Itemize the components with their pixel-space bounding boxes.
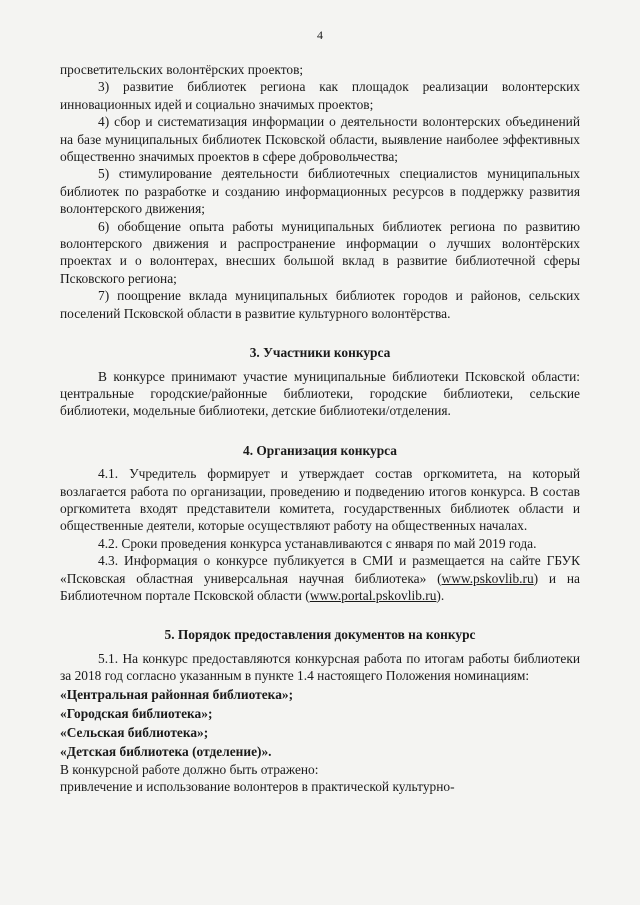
list-item-6: 6) обобщение опыта работы муниципальных библиотек региона по развитию волонтерского движения и распространение информации о лучших волонтёрских проектах и о волонтерах, внесших большой вклад в развитие библиотечной сферы Псковского региона; [60,218,580,286]
pskovlib-link[interactable]: www.pskovlib.ru [441,570,534,586]
paragraph-4-3 [60,552,580,604]
page-number: 4 [317,28,323,42]
section-heading-4: 4. Организация конкурса [243,442,397,458]
paragraph-last: привлечение и использование волонтеров в практической культурно- [60,779,455,794]
paragraph-intro: просветительских волонтёрских проектов; [60,62,304,77]
paragraph-4-2: 4.2. Сроки проведения конкурса устанавливаются с января по май 2019 года. [98,535,537,551]
list-item-4: 4) сбор и систематизация информации о деятельности волонтерских объединений на базе муниципальных библиотек Псковской области, выявление наиболее эффективных общественно значимых проектов в сфере добровольчества; [60,114,580,165]
section-heading-5: 5. Порядок предоставления документов на конкурс [164,627,476,643]
nomination-city: «Городская библиотека»; [60,705,213,721]
nomination-rural: «Сельская библиотека»; [60,724,209,740]
portal-pskovlib-link[interactable]: www.portal.pskovlib.ru [309,587,437,603]
paragraph-participants: В конкурсе принимают участие муниципальные библиотеки Псковской области: центральные городские/районные библиотеки, городские библиотеки, сельские библиотеки, модельные библиотеки, детские библиотеки/отделения. [60,368,580,419]
list-item-7: 7) поощрение вклада муниципальных библиотек городов и районов, сельских поселений Псковской области в развитие культурного волонтёрства. [60,288,580,321]
nomination-children: «Детская библиотека (отделение)». [60,743,272,759]
paragraph-4-3-mid: ) и на Библиотечном портале Псковской области ( [60,570,580,603]
paragraph-4-3-end: ). [436,587,445,603]
paragraph-5-1: 5.1. На конкурс предоставляются конкурсная работа по итогам работы библиотеки за 2018 год согласно указанным в пункте 1.4 настоящего Положения номинациям: [60,650,580,684]
section-heading-3: 3. Участники конкурса [249,345,391,361]
paragraph-4-1: 4.1. Учредитель формирует и утверждает состав оргкомитета, на который возлагается работа по организации, проведению и подведению итогов конкурса. В состав оргкомитета входят представители комитета, государственных библиотек области и общественные деятели, которые осуществляют работу на общественных началах. [60,466,580,534]
list-item-5: 5) стимулирование деятельности библиотечных специалистов муниципальных библиотек по разработке и созданию информационных ресурсов в поддержку развития волонтерского движения; [60,166,580,217]
list-item-3: 3) развитие библиотек региона как площадок реализации волонтерских инновационных идей и социально значимых проектов; [60,79,580,112]
paragraph-reflect: В конкурсной работе должно быть отражено: [60,761,319,777]
paragraph-4-3-text: 4.3. Информация о конкурсе публикуется в СМИ и размещается на сайте ГБУК «Псковская областная универсальная научная библиотека» ( [60,553,580,586]
nomination-central: «Центральная районная библиотека»; [60,686,294,702]
